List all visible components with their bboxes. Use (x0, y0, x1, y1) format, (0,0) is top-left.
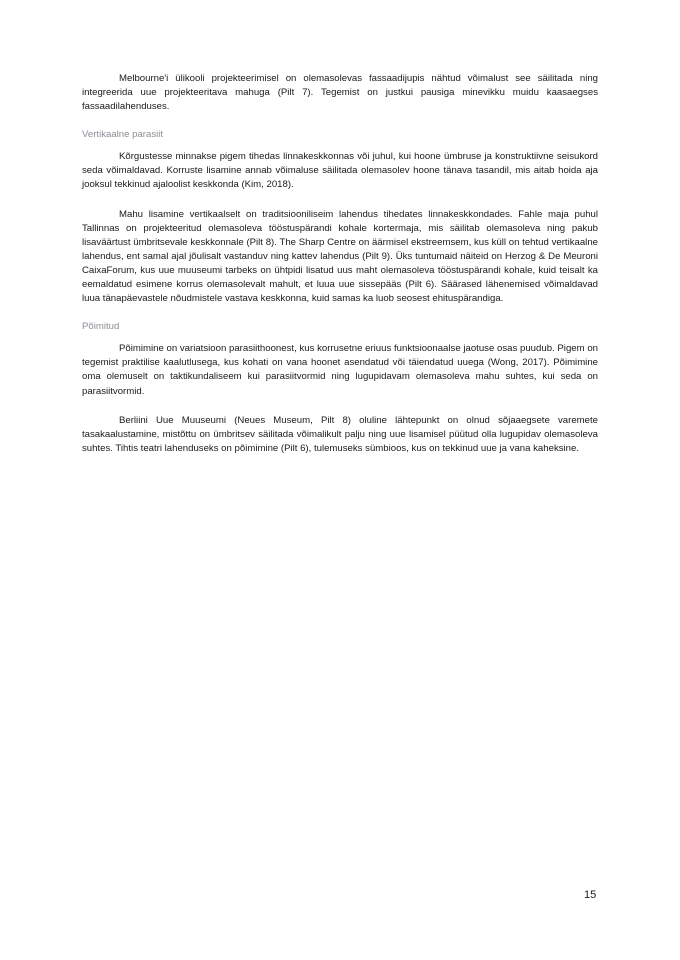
paragraph: Kõrgustesse minnakse pigem tihedas linnakeskkonnas või juhul, kui hoone ümbruse ja konstruktiivne seisukord seda võimaldavad. Korruste lisamine annab võimaluse säilitada olemasolev hoone tänava tasandil, mis aitab hoida aja jooksul tekkinud ajaloolist keskkonda (Kim, 2018). (82, 151, 598, 191)
paragraph: Mahu lisamine vertikaalselt on traditsiooniliseim lahendus tihedates linnakeskkondades. Fahle maja puhul Tallinnas on projekteeritud olemasoleva tööstuspärandi kohale kortermaja, mis säilitab olemasoleva ning pakub lisaväärtust ümbritsevale keskkonnale (Pilt 8). The Sharp Centre on äärmisel ekstreemsem, kus küll on tehtud vertikaalne lahendus, ent samal ajal jõulisalt vastanduv ning kattev lahendus (Pilt 9). Üks tuntumaid näiteid on Herzog & De Meuroni CaixaForum, kus uue muuseumi tarbeks on ühtpidi lisatud uus maht olemasoleva tööstuspärandi kohale, kuid teisalt ka eemaldatud esimene korrus olemasolevalt mahult, et luua uue sissepääs (Pilt 6). Säärased lähenemised võimaldavad luua tänapäevastele nõudmistele vastava keskkonna, kuid samas ka luob seosest ehituspärandiga. (82, 208, 598, 305)
section-heading-vertical-parasite: Vertikaalne parasiit (82, 129, 164, 141)
paragraph: Melbourne'i ülikooli projekteerimisel on olemasolevas fassaadijupis nähtud võimalust see säilitada ning integreerida uue projekteeritava mahuga (Pilt 7). Tegemist on justkui pausiga minevikku muidu kaasaegses fassaadilahenduses. (82, 73, 598, 113)
paragraph: Põimimine on variatsioon parasiithoonest, kus korrusetne eriuus funktsioonaalse jaotuse osas puudub. Pigem on tegemist praktilise kaalutlusega, kus kohati on vana hoonet asendatud või täiendatud uuega (Wong, 2017). Põimimine oma olemuselt on taktikundaliseem kui parasiitvormid ning lugupidavam olemasoleva mahu suhtes, kui seda on parasiitvormid. (82, 343, 598, 397)
paragraph: Berliini Uue Muuseumi (Neues Museum, Pilt 8) oluline lähtepunkt on olnud sõjaaegsete varemete tasakaalustamine, mistõttu on ümbritsev säilitada võimalikult palju ning uue lisamisel püütud olla lugupidav olemasoleva suhtes. Tihtis teatri lahenduseks on põimimine (Pilt 6), tulemuseks sümbioos, kus on tekkinud uue ja vana kaheksine. (82, 414, 598, 454)
page-number: 15 (584, 889, 597, 901)
section-heading-interwoven: Põimitud (82, 321, 120, 333)
page-body (82, 72, 598, 471)
